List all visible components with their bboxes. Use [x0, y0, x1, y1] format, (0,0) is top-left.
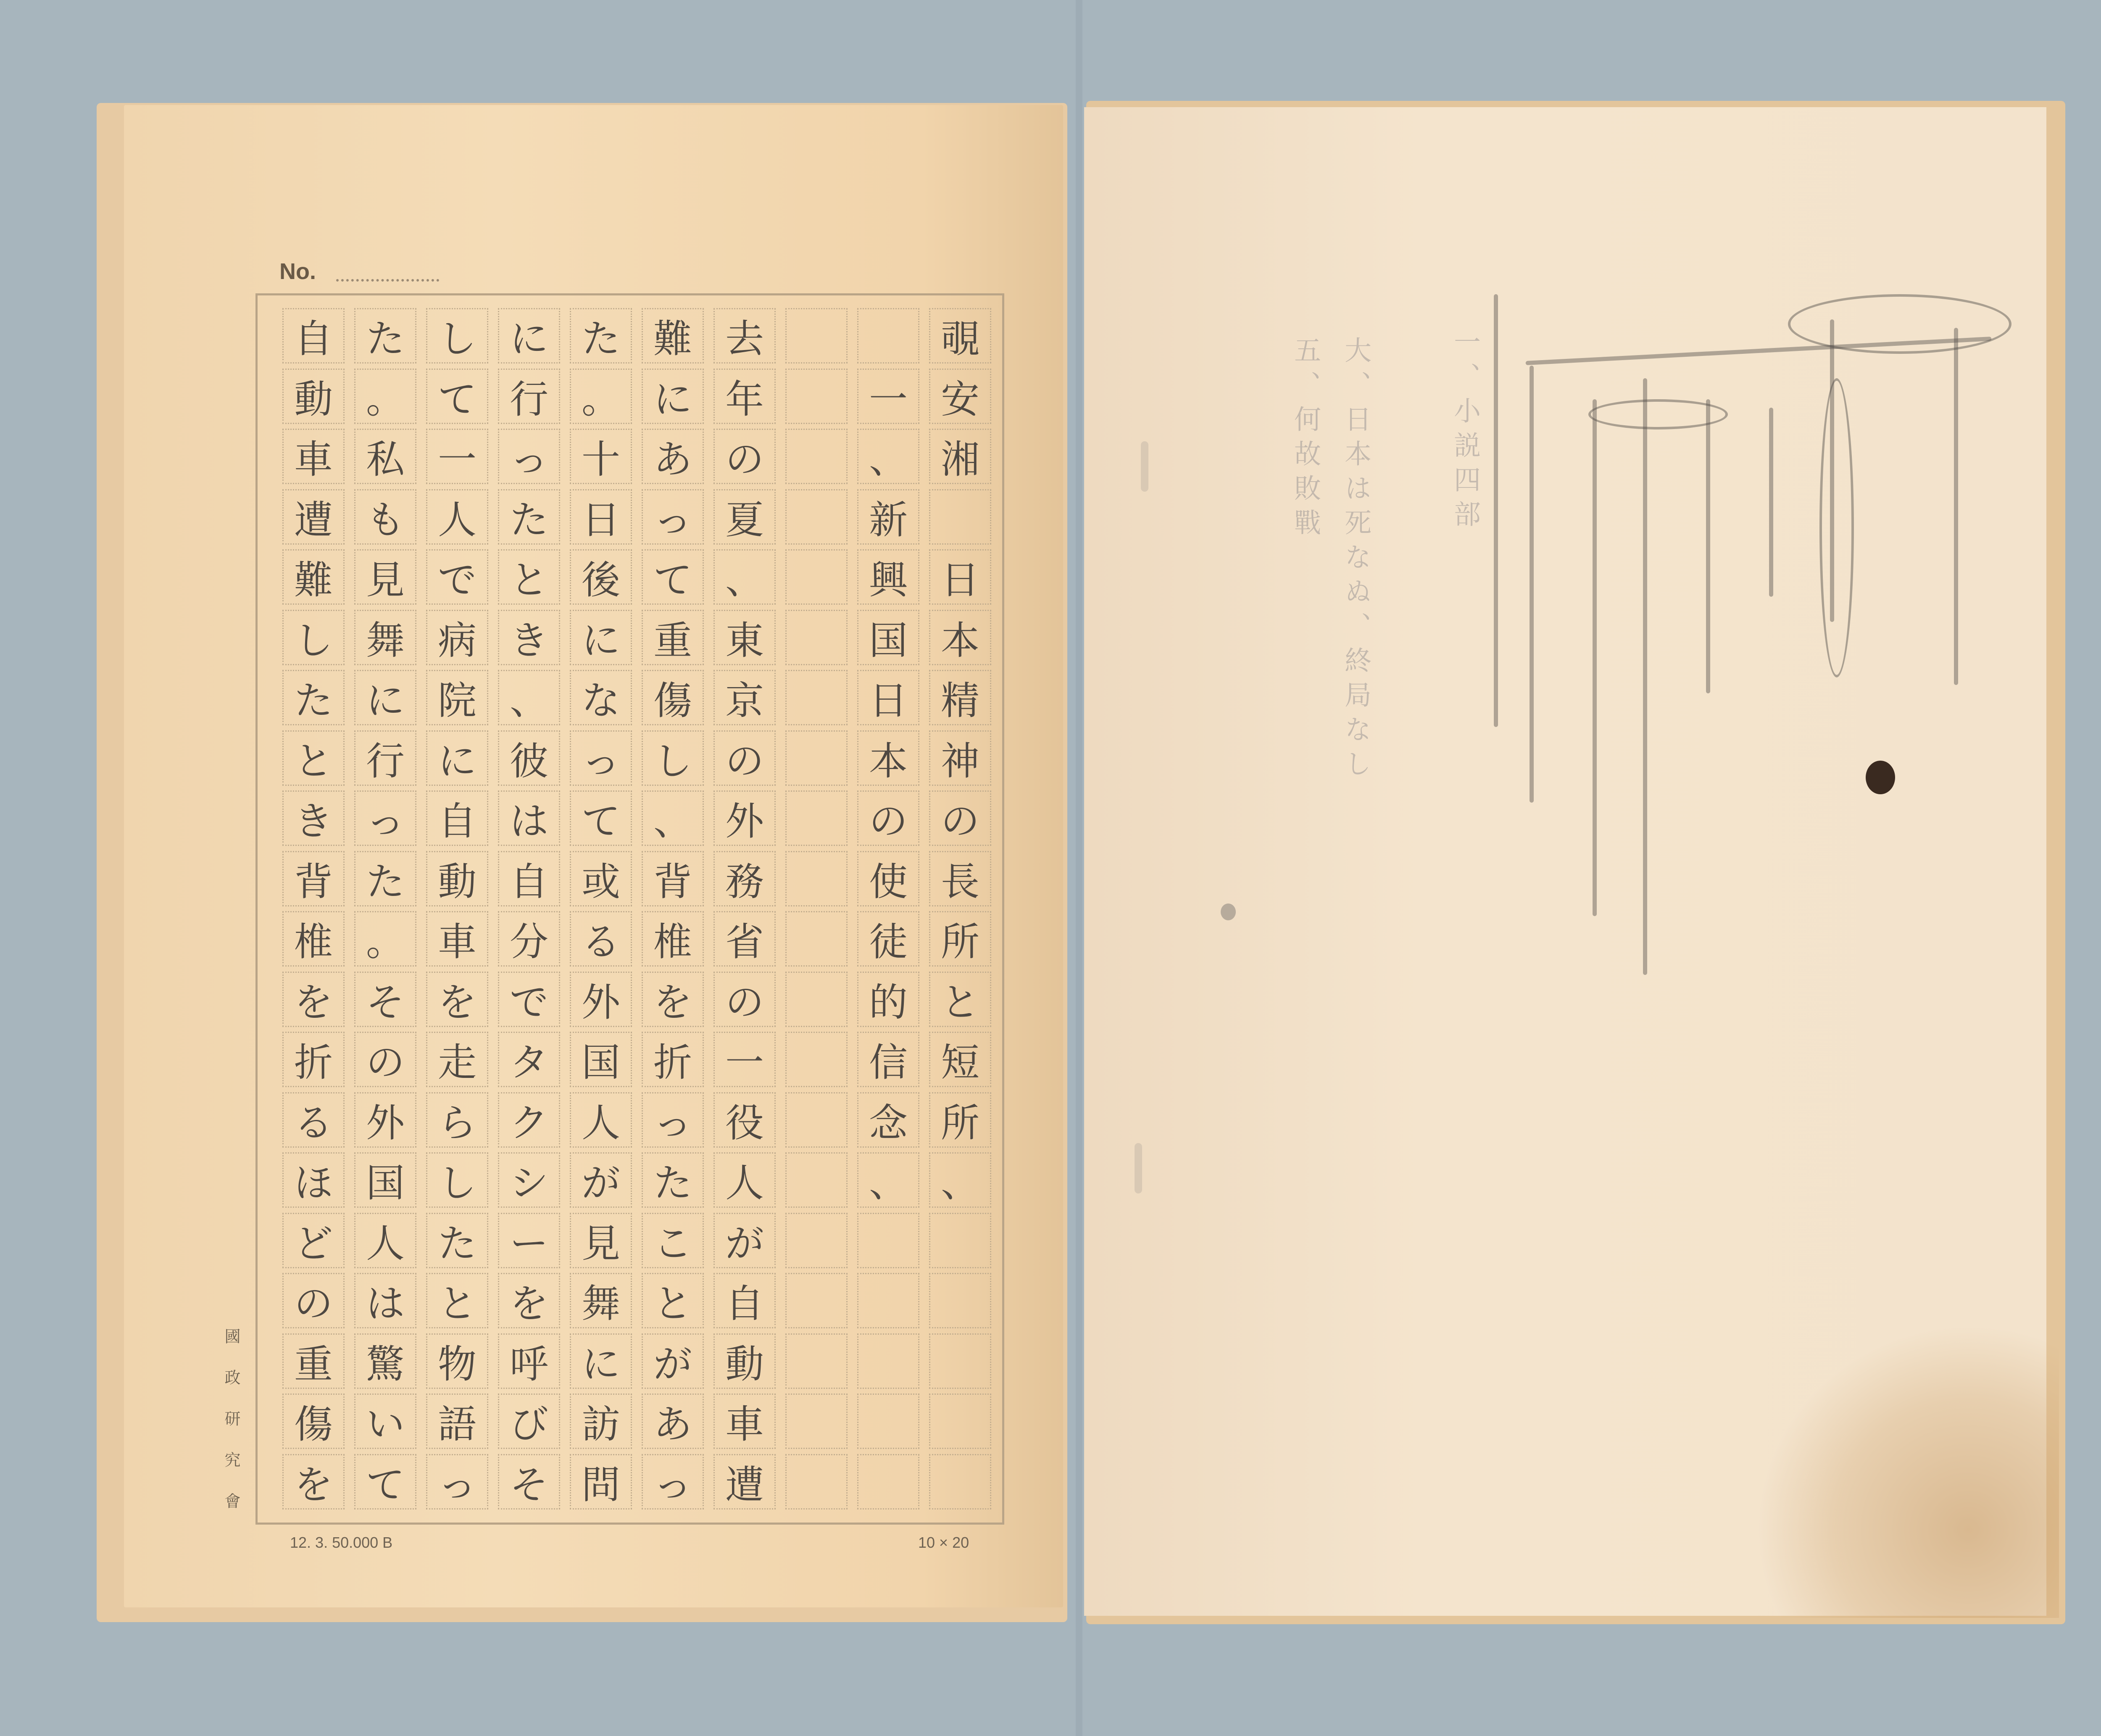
- manuscript-cell: 舞: [570, 1273, 632, 1328]
- manuscript-column: [354, 308, 419, 1514]
- manuscript-cell: っ: [426, 1454, 488, 1509]
- manuscript-cell: 私: [354, 429, 416, 484]
- manuscript-cell: 自: [498, 851, 560, 906]
- manuscript-cell: 動: [282, 369, 345, 424]
- manuscript-cell: あ: [642, 429, 704, 484]
- manuscript-cell: 使: [857, 851, 919, 906]
- manuscript-cell: [857, 308, 919, 364]
- manuscript-cell: 問: [570, 1454, 632, 1509]
- manuscript-cell: [929, 1394, 991, 1449]
- manuscript-cell: き: [282, 790, 345, 846]
- manuscript-cell: 所: [929, 1092, 991, 1148]
- manuscript-cell: 折: [282, 1032, 345, 1087]
- manuscript-cell: っ: [498, 429, 560, 484]
- manuscript-cell: と: [498, 549, 560, 605]
- page-number-blank: [336, 279, 439, 282]
- manuscript-cell: 去: [713, 308, 776, 364]
- manuscript-cell: 車: [713, 1394, 776, 1449]
- manuscript-cell: [785, 610, 848, 665]
- manuscript-cell: 念: [857, 1092, 919, 1148]
- manuscript-column: [785, 308, 850, 1514]
- manuscript-cell: 舞: [354, 610, 416, 665]
- manuscript-cell: 十: [570, 429, 632, 484]
- print-code: 12. 3. 50.000 B: [290, 1534, 393, 1551]
- manuscript-cell: こ: [642, 1213, 704, 1268]
- manuscript-cell: [785, 790, 848, 846]
- manuscript-cell: 日: [570, 489, 632, 545]
- manuscript-cell: 遭: [713, 1454, 776, 1509]
- manuscript-cell: 短: [929, 1032, 991, 1087]
- manuscript-cell: 興: [857, 549, 919, 605]
- manuscript-cell: で: [426, 549, 488, 605]
- manuscript-cell: で: [498, 972, 560, 1027]
- manuscript-cell: 外: [713, 790, 776, 846]
- manuscript-cell: の: [929, 790, 991, 846]
- manuscript-cell: 自: [713, 1273, 776, 1328]
- manuscript-cell: [785, 308, 848, 364]
- manuscript-cell: っ: [354, 790, 416, 846]
- manuscript-cell: 一: [426, 429, 488, 484]
- manuscript-cell: い: [354, 1394, 416, 1449]
- manuscript-grid: [255, 293, 1004, 1525]
- manuscript-cell: [785, 1152, 848, 1208]
- manuscript-cell: 国: [570, 1032, 632, 1087]
- manuscript-cell: 務: [713, 851, 776, 906]
- manuscript-cell: に: [426, 730, 488, 786]
- pencil-strike: [1954, 328, 1958, 685]
- pencil-strike: [1643, 378, 1647, 975]
- manuscript-cell: 日: [857, 670, 919, 725]
- manuscript-cell: は: [354, 1273, 416, 1328]
- manuscript-cell: [785, 911, 848, 967]
- manuscript-cell: っ: [642, 1092, 704, 1148]
- manuscript-cell: シ: [498, 1152, 560, 1208]
- manuscript-cell: 精: [929, 670, 991, 725]
- manuscript-cell: [929, 489, 991, 545]
- pencil-strike: [1593, 399, 1597, 916]
- manuscript-cell: ど: [282, 1213, 345, 1268]
- page-number-label: No.: [279, 259, 316, 284]
- manuscript-cell: た: [354, 308, 416, 364]
- manuscript-cell: 外: [354, 1092, 416, 1148]
- manuscript-cell: 傷: [282, 1394, 345, 1449]
- manuscript-cell: 行: [354, 730, 416, 786]
- manuscript-cell: 的: [857, 972, 919, 1027]
- manuscript-cell: 重: [282, 1333, 345, 1389]
- pencil-scribble: [1788, 294, 2011, 354]
- manuscript-cell: 本: [929, 610, 991, 665]
- manuscript-cell: 日: [929, 549, 991, 605]
- manuscript-cell: そ: [354, 972, 416, 1027]
- manuscript-cell: が: [642, 1333, 704, 1389]
- manuscript-cell: 一: [857, 369, 919, 424]
- manuscript-column: [498, 308, 563, 1514]
- manuscript-cell: 傷: [642, 670, 704, 725]
- manuscript-cell: 信: [857, 1032, 919, 1087]
- manuscript-cell: [785, 670, 848, 725]
- manuscript-cell: [785, 1454, 848, 1509]
- manuscript-cell: 院: [426, 670, 488, 725]
- ghost-text-column: 五、何故敗戰: [1290, 336, 1321, 543]
- pencil-strike: [1769, 408, 1773, 597]
- manuscript-cell: 遭: [282, 489, 345, 545]
- manuscript-cell: 湘: [929, 429, 991, 484]
- manuscript-cell: と: [929, 972, 991, 1027]
- manuscript-cell: 人: [426, 489, 488, 545]
- manuscript-cell: っ: [570, 730, 632, 786]
- manuscript-cell: [929, 1333, 991, 1389]
- manuscript-cell: 外: [570, 972, 632, 1027]
- manuscript-cell: [785, 549, 848, 605]
- manuscript-cell: る: [570, 911, 632, 967]
- manuscript-cell: っ: [642, 1454, 704, 1509]
- burn-hole: [1866, 761, 1895, 794]
- manuscript-cell: 自: [282, 308, 345, 364]
- manuscript-cell: 見: [354, 549, 416, 605]
- manuscript-cell: 物: [426, 1333, 488, 1389]
- manuscript-cell: る: [282, 1092, 345, 1148]
- ink-spot: [1221, 904, 1236, 920]
- manuscript-column: [713, 308, 778, 1514]
- manuscript-cell: ら: [426, 1092, 488, 1148]
- manuscript-cell: て: [570, 790, 632, 846]
- manuscript-cell: の: [282, 1273, 345, 1328]
- background-fold: [1076, 0, 1082, 1736]
- manuscript-column: [642, 308, 706, 1514]
- manuscript-cell: 人: [713, 1152, 776, 1208]
- manuscript-cell: 車: [282, 429, 345, 484]
- manuscript-cell: あ: [642, 1394, 704, 1449]
- manuscript-cell: 、: [713, 549, 776, 605]
- manuscript-cell: も: [354, 489, 416, 545]
- manuscript-cell: 東: [713, 610, 776, 665]
- manuscript-cell: び: [498, 1394, 560, 1449]
- manuscript-cell: [929, 1273, 991, 1328]
- manuscript-cell: 椎: [642, 911, 704, 967]
- manuscript-cell: し: [282, 610, 345, 665]
- grid-size-label: 10 × 20: [918, 1534, 969, 1551]
- manuscript-cell: 役: [713, 1092, 776, 1148]
- water-stain: [1756, 1324, 2059, 1618]
- manuscript-column: [857, 308, 922, 1514]
- manuscript-cell: と: [642, 1273, 704, 1328]
- manuscript-cell: 、: [929, 1152, 991, 1208]
- manuscript-cell: 安: [929, 369, 991, 424]
- manuscript-cell: と: [426, 1273, 488, 1328]
- manuscript-cell: [857, 1213, 919, 1268]
- manuscript-cell: [857, 1273, 919, 1328]
- manuscript-cell: っ: [642, 489, 704, 545]
- manuscript-cell: 。: [570, 369, 632, 424]
- manuscript-cell: た: [354, 851, 416, 906]
- manuscript-cell: き: [498, 610, 560, 665]
- manuscript-cell: が: [570, 1152, 632, 1208]
- manuscript-cell: ー: [498, 1213, 560, 1268]
- manuscript-cell: た: [642, 1152, 704, 1208]
- manuscript-cell: [785, 1394, 848, 1449]
- manuscript-cell: 折: [642, 1032, 704, 1087]
- manuscript-cell: 徒: [857, 911, 919, 967]
- manuscript-cell: た: [282, 670, 345, 725]
- manuscript-cell: 京: [713, 670, 776, 725]
- manuscript-cell: に: [354, 670, 416, 725]
- manuscript-cell: 長: [929, 851, 991, 906]
- manuscript-cell: 動: [713, 1333, 776, 1389]
- manuscript-cell: [785, 489, 848, 545]
- manuscript-cell: 椎: [282, 911, 345, 967]
- manuscript-cell: 呼: [498, 1333, 560, 1389]
- publisher-mark: 國政研究會: [222, 1328, 240, 1534]
- manuscript-cell: し: [642, 730, 704, 786]
- manuscript-cell: 語: [426, 1394, 488, 1449]
- manuscript-cell: 背: [282, 851, 345, 906]
- manuscript-cell: は: [498, 790, 560, 846]
- manuscript-cell: を: [426, 972, 488, 1027]
- manuscript-cell: に: [570, 610, 632, 665]
- manuscript-cell: そ: [498, 1454, 560, 1509]
- manuscript-cell: 夏: [713, 489, 776, 545]
- manuscript-cell: た: [498, 489, 560, 545]
- manuscript-cell: の: [354, 1032, 416, 1087]
- manuscript-cell: [785, 1032, 848, 1087]
- manuscript-cell: 難: [642, 308, 704, 364]
- manuscript-cell: [857, 1454, 919, 1509]
- pencil-strike: [1530, 366, 1534, 803]
- manuscript-cell: 覗: [929, 308, 991, 364]
- manuscript-cell: [785, 851, 848, 906]
- manuscript-cell: [785, 1333, 848, 1389]
- manuscript-cell: [785, 972, 848, 1027]
- manuscript-cell: 車: [426, 911, 488, 967]
- manuscript-cell: 、: [498, 670, 560, 725]
- manuscript-cell: 見: [570, 1213, 632, 1268]
- manuscript-column: [426, 308, 491, 1514]
- manuscript-cell: し: [426, 308, 488, 364]
- manuscript-cell: ク: [498, 1092, 560, 1148]
- manuscript-cell: し: [426, 1152, 488, 1208]
- manuscript-cell: [857, 1394, 919, 1449]
- manuscript-cell: [785, 1092, 848, 1148]
- manuscript-cell: 行: [498, 369, 560, 424]
- manuscript-cell: [785, 1213, 848, 1268]
- manuscript-cell: を: [498, 1273, 560, 1328]
- manuscript-cell: 難: [282, 549, 345, 605]
- manuscript-cell: 分: [498, 911, 560, 967]
- manuscript-cell: 。: [354, 911, 416, 967]
- manuscript-cell: て: [642, 549, 704, 605]
- manuscript-cell: 神: [929, 730, 991, 786]
- manuscript-cell: [929, 1213, 991, 1268]
- manuscript-cell: 所: [929, 911, 991, 967]
- manuscript-column: [282, 308, 347, 1514]
- manuscript-cell: 自: [426, 790, 488, 846]
- ghost-text-column: 一、小説四部: [1449, 328, 1480, 535]
- manuscript-cell: 或: [570, 851, 632, 906]
- manuscript-cell: 新: [857, 489, 919, 545]
- manuscript-column: [570, 308, 635, 1514]
- manuscript-cell: 、: [857, 1152, 919, 1208]
- manuscript-cell: 走: [426, 1032, 488, 1087]
- manuscript-column: [929, 308, 994, 1514]
- manuscript-cell: と: [282, 730, 345, 786]
- pencil-strike: [1706, 399, 1710, 693]
- manuscript-cell: て: [354, 1454, 416, 1509]
- manuscript-cell: を: [282, 972, 345, 1027]
- manuscript-cell: 訪: [570, 1394, 632, 1449]
- manuscript-cell: 、: [642, 790, 704, 846]
- manuscript-cell: の: [857, 790, 919, 846]
- manuscript-cell: 彼: [498, 730, 560, 786]
- manuscript-cell: た: [570, 308, 632, 364]
- manuscript-cell: が: [713, 1213, 776, 1268]
- manuscript-cell: タ: [498, 1032, 560, 1087]
- manuscript-cell: 本: [857, 730, 919, 786]
- ghost-text-column: 大、日本は死なぬ、終局なし: [1340, 336, 1371, 784]
- pencil-scribble: [1588, 399, 1728, 429]
- manuscript-cell: [929, 1454, 991, 1509]
- manuscript-cell: 背: [642, 851, 704, 906]
- manuscript-cell: の: [713, 730, 776, 786]
- manuscript-cell: の: [713, 972, 776, 1027]
- manuscript-cell: な: [570, 670, 632, 725]
- manuscript-cell: [785, 730, 848, 786]
- pencil-scribble: [1819, 378, 1854, 677]
- manuscript-cell: て: [426, 369, 488, 424]
- manuscript-cell: を: [642, 972, 704, 1027]
- manuscript-cell: [857, 1333, 919, 1389]
- binding-staple: [1135, 1143, 1142, 1193]
- manuscript-cell: [785, 429, 848, 484]
- manuscript-cell: 後: [570, 549, 632, 605]
- manuscript-cell: 国: [354, 1152, 416, 1208]
- manuscript-cell: に: [498, 308, 560, 364]
- manuscript-cell: 年: [713, 369, 776, 424]
- manuscript-cell: 国: [857, 610, 919, 665]
- manuscript-cell: ほ: [282, 1152, 345, 1208]
- manuscript-cell: 一: [713, 1032, 776, 1087]
- manuscript-cell: 重: [642, 610, 704, 665]
- manuscript-cell: 人: [570, 1092, 632, 1148]
- manuscript-cell: 。: [354, 369, 416, 424]
- manuscript-cell: [785, 1273, 848, 1328]
- manuscript-cell: た: [426, 1213, 488, 1268]
- manuscript-cell: を: [282, 1454, 345, 1509]
- manuscript-cell: [785, 369, 848, 424]
- manuscript-cell: 病: [426, 610, 488, 665]
- binding-staple: [1141, 441, 1148, 492]
- pencil-strike: [1494, 294, 1498, 727]
- manuscript-cell: 驚: [354, 1333, 416, 1389]
- manuscript-cell: 省: [713, 911, 776, 967]
- manuscript-cell: に: [642, 369, 704, 424]
- manuscript-cell: 動: [426, 851, 488, 906]
- manuscript-cell: 、: [857, 429, 919, 484]
- manuscript-cell: に: [570, 1333, 632, 1389]
- manuscript-cell: の: [713, 429, 776, 484]
- manuscript-cell: 人: [354, 1213, 416, 1268]
